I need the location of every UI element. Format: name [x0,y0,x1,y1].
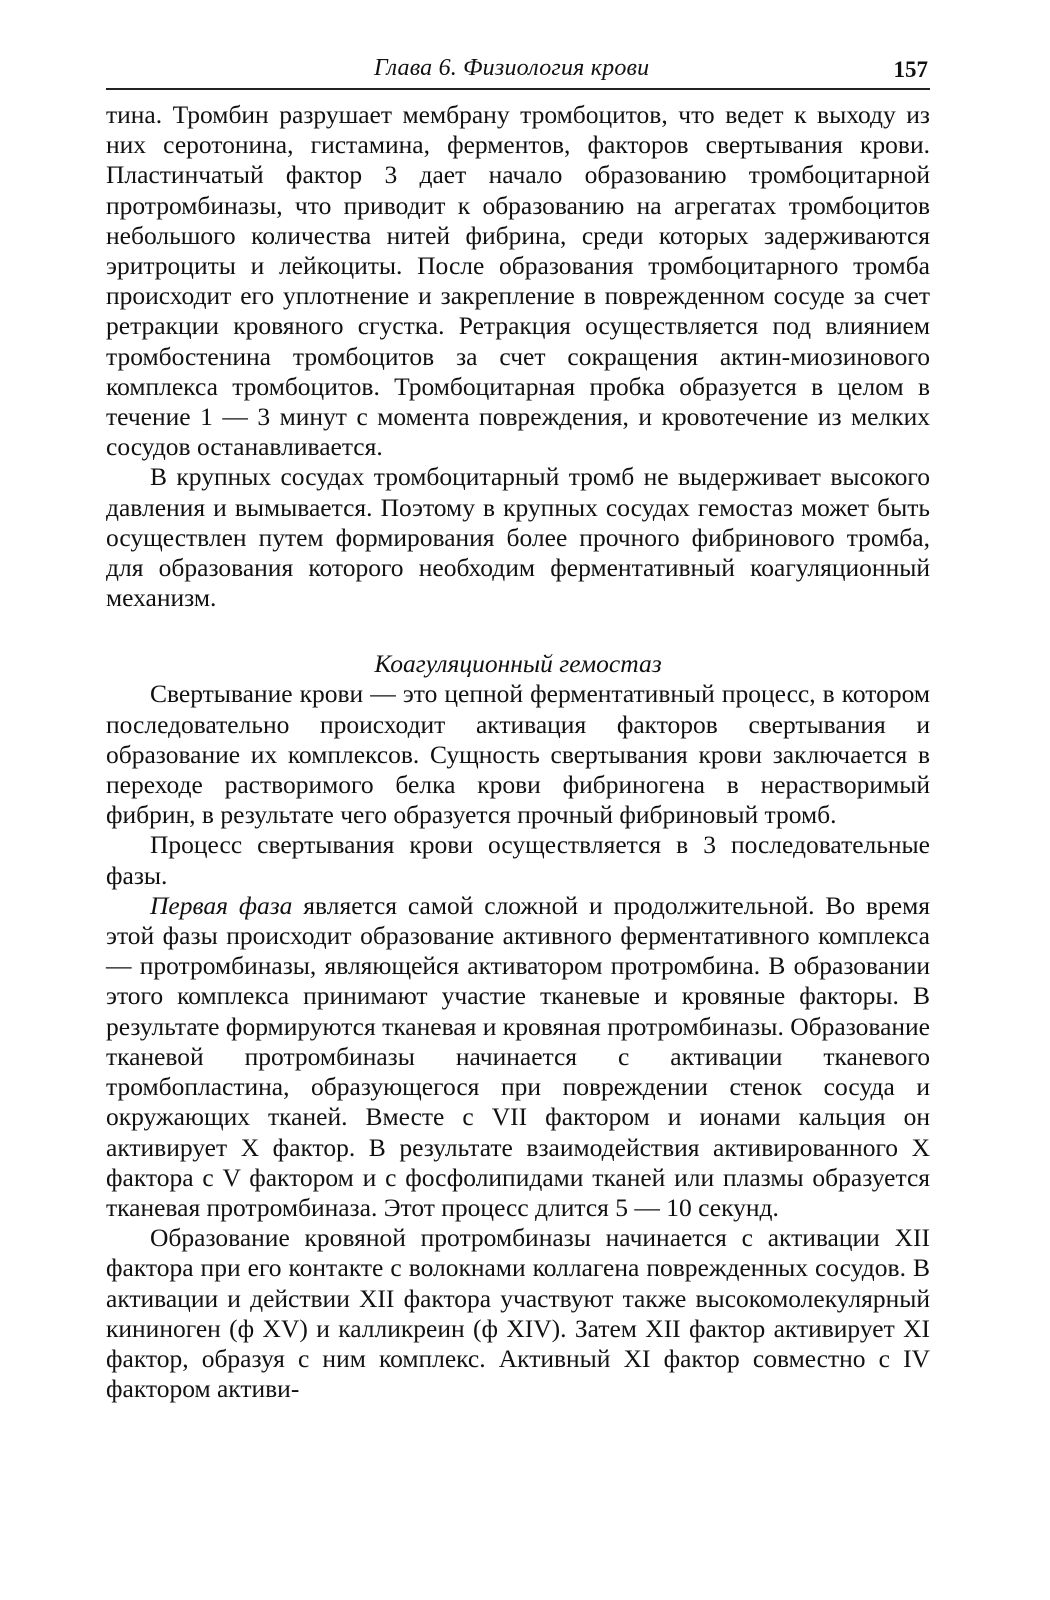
running-header [106,44,930,90]
section-heading: Коагуляционный гемостаз [374,649,662,679]
paragraph-large-vessels: В крупных сосудах тромбоцитарный тромб не выдерживает высокого давления и вымывается. Поэтому в крупных сосудах гемостаз может быть осуществлен путем формирования более прочного фибринового тромба, для образования которого необходим ферментативный коагуляционный механизм. [106,462,930,613]
paragraph-first-phase [106,891,930,1223]
paragraph-platelet-thrombus: тина. Тромбин разрушает мембрану тромбоцитов, что ведет к выходу из них серотонина, гистамина, ферментов, факторов свертывания крови. Пластинчатый фактор 3 дает начало образованию тромбоцитарной протромбиназы, что приводит к образованию на агрегатах тромбоцитов небольшого количества нитей фибрина, среди которых задерживаются эритроциты и лейкоциты. После образования тромбоцитарного тромба происходит его уплотнение и закрепление в поврежденном сосуде за счет ретракции кровяного сгустка. Ретракция осуществляется под влиянием тромбостенина тромбоцитов за счет сокращения актин-миозинового комплекса тромбоцитов. Тромбоцитарная пробка образуется в целом в течение 1 — 3 минут с момента повреждения, и кровотечение из мелких сосудов останавливается. [106,100,930,462]
book-page [106,44,930,1404]
paragraph-blood-prothrombinase: Образование кровяной протромбиназы начинается с активации XII фактора при его контакте с волокнами коллагена поврежденных сосудов. В активации и действии XII фактора участвуют также высокомолекулярный кининоген (ф XV) и калликреин (ф XIV). Затем XII фактор активирует XI фактор, образуя с ним комплекс. Активный XI фактор совместно с IV фактором активи- [106,1223,930,1404]
first-phase-text: является самой сложной и продолжительной. Во время этой фазы происходит образование активного ферментативного комплекса — протромбиназы, являющейся активатором протромбина. В образовании этого комплекса принимают участие тканевые и кровяные факторы. В результате формируются тканевая и кровяная протромбиназы. Образование тканевой протромбиназы начинается с активации тканевого тромбопластина, образующегося при повреждении стенок сосуда и окружающих тканей. Вместе с VII фактором и ионами кальция он активирует X фактор. В результате взаимодействия активированного X фактора с V фактором и с фосфолипидами тканей или плазмы образуется тканевая протромбиназа. Этот процесс длится 5 — 10 секунд. [106,890,930,1222]
chapter-title: Глава 6. Физиология крови [374,55,650,81]
paragraph-coagulation-definition: Свертывание крови — это цепной ферментативный процесс, в котором последовательно происходит активация факторов свертывания и образование их комплексов. Сущность свертывания крови заключается в переходе растворимого белка крови фибриногена в нерастворимый фибрин, в результате чего образуется прочный фибриновый тромб. [106,679,930,830]
body-text [106,100,930,1404]
paragraph-three-phases: Процесс свертывания крови осуществляется в 3 последовательные фазы. [106,830,930,890]
first-phase-term: Первая фаза [150,890,293,920]
page-number: 157 [893,57,928,82]
